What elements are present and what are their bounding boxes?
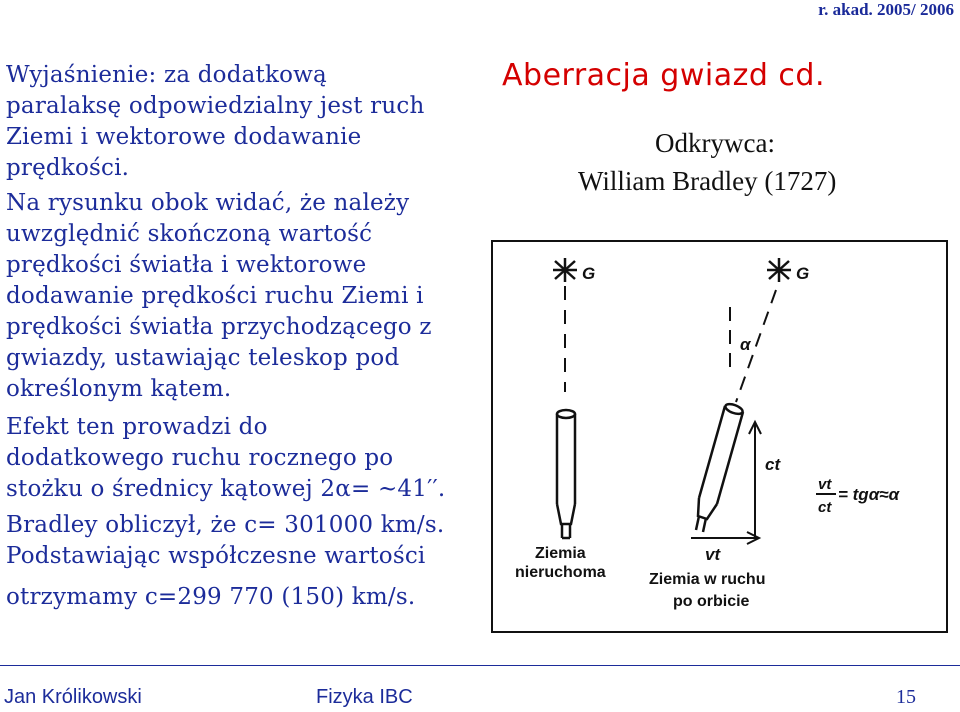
text-line: prędkości światła i wektorowe — [6, 252, 367, 278]
paragraph-effect — [6, 412, 445, 505]
telescope-stationary — [557, 410, 575, 538]
star-icon — [553, 258, 577, 282]
aberration-figure — [491, 240, 948, 633]
text-line: stożku o średnicy kątowej 2α= ~41′′. — [6, 476, 446, 502]
caption-stationary-line1: Ziemia — [535, 545, 586, 562]
text-line: otrzymamy c=299 770 (150) km/s. — [6, 584, 416, 610]
paragraph-explanation — [6, 60, 424, 184]
footer-divider — [0, 665, 960, 666]
paragraph-modern-result — [6, 582, 415, 613]
paragraph-bradley-result — [6, 510, 444, 541]
paragraph-figure-description — [6, 188, 432, 405]
text-line: Efekt ten prowadzi do — [6, 414, 268, 440]
paragraph-modern-values — [6, 541, 425, 572]
star-icon — [767, 258, 791, 282]
slide-title: Aberracja gwiazd cd. — [502, 58, 825, 93]
page-number: 15 — [896, 686, 916, 708]
ct-label: ct — [765, 455, 781, 474]
footer-author: Jan Królikowski — [4, 686, 142, 708]
ct-arrow — [749, 422, 761, 538]
formula-denominator: ct — [818, 499, 832, 516]
text-line: Wyjaśnienie: za dodatkową — [6, 62, 327, 88]
formula-rest: = tgα≈α — [838, 485, 900, 504]
text-line: prędkości światła przychodzącego z — [6, 314, 432, 340]
star-label-right: G — [796, 264, 810, 283]
discoverer-name: William Bradley (1727) — [578, 166, 837, 196]
telescope-moving — [696, 402, 744, 532]
aberration-diagram — [493, 242, 946, 631]
footer-course: Fizyka IBC — [316, 686, 413, 708]
text-line: dodawanie prędkości ruchu Ziemi i — [6, 283, 424, 309]
text-line: Na rysunku obok widać, że należy — [6, 190, 410, 216]
academic-year: r. akad. 2005/ 2006 — [818, 0, 954, 19]
text-line: dodatkowego ruchu rocznego po — [6, 445, 394, 471]
caption-moving-line2: po orbicie — [673, 593, 750, 610]
text-line: gwiazdy, ustawiając teleskop pod — [6, 345, 400, 371]
discoverer-label: Odkrywca: — [655, 128, 775, 158]
text-line: określonym kątem. — [6, 376, 232, 402]
vt-label: vt — [705, 545, 721, 564]
text-line: prędkości. — [6, 155, 130, 181]
text-line: Bradley obliczył, że c= 301000 km/s. — [6, 512, 445, 538]
star-label-left: G — [582, 264, 596, 283]
caption-moving-line1: Ziemia w ruchu — [649, 571, 766, 588]
text-line: Podstawiając współczesne wartości — [6, 543, 426, 569]
text-line: paralaksę odpowiedzialny jest ruch — [6, 93, 425, 119]
caption-stationary-line2: nieruchoma — [515, 564, 606, 581]
angle-label: α — [740, 335, 751, 354]
text-line: Ziemi i wektorowe dodawanie — [6, 124, 362, 150]
vt-arrow — [691, 532, 759, 544]
formula-numerator: vt — [818, 476, 832, 493]
text-line: uwzględnić skończoną wartość — [6, 221, 373, 247]
